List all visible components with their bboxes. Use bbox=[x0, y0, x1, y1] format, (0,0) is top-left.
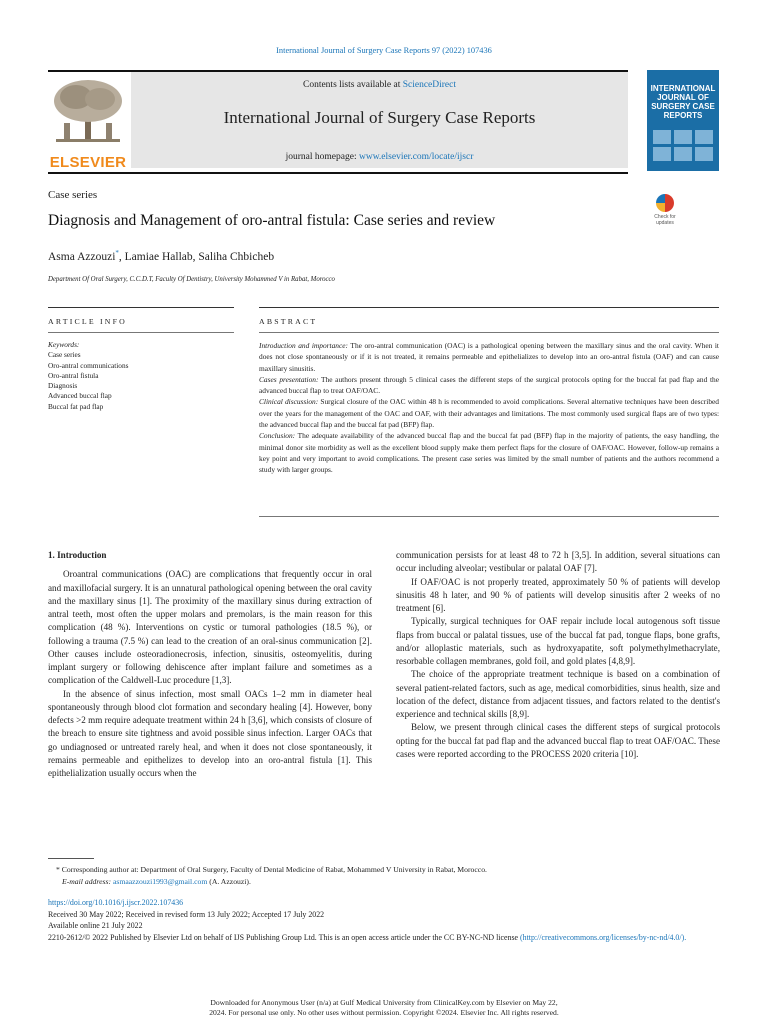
keyword-item: Buccal fat pad flap bbox=[48, 401, 104, 411]
section-heading: 1. Introduction bbox=[48, 550, 107, 560]
journal-title: International Journal of Surgery Case Reports bbox=[223, 108, 536, 127]
email-line bbox=[48, 876, 720, 888]
abstract-section-label: Conclusion: bbox=[259, 431, 296, 441]
abstract-heading: ABSTRACT bbox=[259, 317, 318, 326]
elsevier-logo[interactable] bbox=[48, 77, 128, 171]
body-column-left bbox=[48, 549, 372, 780]
abstract-section-label: Introduction and importance: bbox=[259, 341, 348, 350]
article-title: Diagnosis and Management of oro-antral fistula: Case series and review bbox=[48, 212, 496, 229]
license-link[interactable]: (http://creativecommons.org/licenses/by-nc-nd/4.0/). bbox=[520, 932, 687, 942]
homepage-link[interactable]: www.elsevier.com/locate/ijscr bbox=[358, 152, 474, 162]
corresponding-author-mark[interactable]: * bbox=[115, 249, 119, 257]
footnote-divider bbox=[48, 858, 94, 859]
email-label: E-mail address: bbox=[62, 877, 112, 886]
abstract-section bbox=[259, 430, 719, 475]
download-notice bbox=[0, 998, 768, 1018]
check-for-updates-badge[interactable] bbox=[648, 194, 682, 230]
keyword-item: Oro-antral communications bbox=[48, 360, 129, 370]
abstract-section-label: Cases presentation: bbox=[259, 374, 319, 384]
body-paragraph-continued: communication persists for at least 48 to 72 h [3,5]. In addition, several situations can occur including alveolar; vestibular or palatal OAF [7]. bbox=[396, 550, 720, 574]
body-paragraph: The choice of the appropriate treatment technique is based on a combination of several patient-related factors, such as age, medical comorbidities, sinus health, size and location of the defect, distance from adjacent tissues, and factors related to the dentist's experience and technical skills [8,9]. bbox=[396, 669, 720, 719]
contents-prefix: Contents lists available at bbox=[302, 80, 403, 90]
check-updates-label: Check for updates bbox=[654, 214, 676, 226]
keyword-item: Case series bbox=[48, 350, 81, 360]
abstract-section bbox=[259, 396, 719, 430]
contents-line bbox=[131, 80, 628, 90]
divider bbox=[259, 307, 719, 308]
doi-link[interactable]: https://doi.org/10.1016/j.ijscr.2022.107436 bbox=[48, 898, 184, 907]
author-names-rest: , Lamiae Hallab, Saliha Chbicheb bbox=[118, 250, 275, 263]
corresponding-author-footnote bbox=[48, 864, 720, 888]
abstract-section bbox=[259, 374, 719, 397]
cover-title: INTERNATIONAL JOURNAL OF SURGERY CASE REPORTS bbox=[650, 84, 716, 120]
body-paragraph: Typically, surgical techniques for OAF repair include local autogenous soft tissue flaps from buccal or palatal tissues, use of the buccal fat pad, tongue flaps, bone grafts, and/or alloplastic materials, such as hydroxyapatite, soft polymethylmethacrylate, resorbable collagen membranes, gold foil, and gold plates [4,8,9]. bbox=[396, 616, 720, 666]
abstract-section-label: Clinical discussion: bbox=[259, 397, 319, 407]
author-name[interactable]: Asma Azzouzi bbox=[48, 250, 116, 263]
email-suffix: (A. Azzouzi). bbox=[207, 877, 251, 886]
available-online-date: Available online 21 July 2022 bbox=[48, 921, 143, 931]
keyword-item: Advanced buccal flap bbox=[48, 391, 112, 401]
keywords-block bbox=[48, 340, 128, 412]
article-metadata bbox=[48, 897, 720, 943]
corresponding-author-note: * Corresponding author at: Department of Oral Surgery, Faculty of Dental Medicine of Rabat, Mohammed V University in Rabat, Morocco. bbox=[56, 865, 487, 874]
body-paragraph: In the absence of sinus infection, most small OACs 1–2 mm in diameter heal spontaneously through blood clot formation and secondary healing [4]. However, bony defects >2 mm require adequate treatment within 24 h [3,6], which consists of closure of the breach to ensure site tightness and avoid possible sinus infection. Larger OACs that go undiagnosed or untreated rarely heal, and when it does not close spontaneously, it remains permeable and epithelizes to develop into an oro-antral fistula [1]. This epithelialization usually occurs when the bbox=[48, 688, 372, 778]
divider bbox=[48, 332, 234, 333]
author-list bbox=[48, 249, 274, 263]
keywords-label: Keywords: bbox=[48, 340, 80, 349]
article-info-heading: ARTICLE INFO bbox=[48, 317, 127, 326]
license-text: 2210-2612/© 2022 Published by Elsevier Ltd on behalf of IJS Publishing Group Ltd. This is an open access article under the CC BY-NC-ND license bbox=[48, 932, 519, 942]
article-type-label: Case series bbox=[48, 189, 98, 201]
body-paragraph: Oroantral communications (OAC) are complications that frequently occur in oral and maxillofacial surgery. It is an unnatural pathological opening between the oral cavity and the maxillary sinus [1]. The proximity of the maxillary sinus during extraction of antral teeth, most often the upper molars and premolars, is the main reason for this complication (48 %). Interventions on cystic or tumoral pathologies (18.5 %), or following a trauma (7.5 %) can lead to the creation of an oral-sinus communication [2]. Other causes include osteoradionecrosis, infection, sinusitis, osteomyelitis, during implant surgery or following dehiscence after implant failure and sometimes as a complication of the Caldwell-Luc procedure [1,3]. bbox=[48, 569, 372, 686]
email-link[interactable]: asmaazzouzi1993@gmail.com bbox=[112, 877, 208, 886]
divider bbox=[259, 332, 719, 333]
journal-cover-image[interactable] bbox=[647, 70, 719, 171]
abstract-section bbox=[259, 340, 719, 374]
download-notice-line: Downloaded for Anonymous User (n/a) at Gulf Medical University from ClinicalKey.com by Elsevier on May 22, bbox=[210, 998, 558, 1007]
homepage-line bbox=[131, 152, 628, 162]
abstract-section-text: The adequate availability of the advanced buccal flap and the buccal fat pad (BFP) flap in the majority of patients, the easy handling, the minimal donor site morbidity as well as the excellent blood supply make them perfect flaps for the closure of OAF/OAC. However, follow-up remains a key point and very important to avoid complications. The present case series was limited by the small number of patients and the authors recommend a study with larger groups. bbox=[259, 431, 719, 475]
abstract-section-text: The oro-antral communication (OAC) is a pathological opening between the maxillary sinus and the oral cavity. When it does not close spontaneously or if it is not treated, it remains permeable and epithelializes to develop into an oro-antral fistula (OAF) and can cause maxillary sinusitis. bbox=[259, 341, 719, 373]
elsevier-tree-icon bbox=[48, 77, 128, 147]
body-paragraph: Below, we present through clinical cases the different steps of surgical protocols opting for the buccal fat pad flap and the advanced buccal flap to treat OAF/OAC. These cases were reported according to the PROCESS 2020 criteria [10]. bbox=[396, 722, 720, 759]
abstract-section-text: Surgical closure of the OAC within 48 h is recommended to avoid complications. Several alternative techniques have been described over the years for the management of the OAC and OAF, with their advantages and limitations. The most commonly used surgical flaps are of two types: the advanced buccal flap and the buccal fat pad (BFP) flap. bbox=[259, 397, 719, 430]
keyword-item: Oro-antral fistula bbox=[48, 370, 99, 380]
divider bbox=[48, 307, 234, 308]
abstract-body bbox=[259, 340, 719, 476]
elsevier-wordmark: ELSEVIER bbox=[49, 154, 127, 171]
homepage-prefix: journal homepage: bbox=[285, 152, 359, 162]
download-notice-line: 2024. For personal use only. No other uses without permission. Copyright ©2024. Elsevier Inc. All rights reserved. bbox=[209, 1008, 559, 1017]
divider bbox=[259, 516, 719, 517]
cover-thumbnails bbox=[647, 124, 719, 167]
sciencedirect-link[interactable]: ScienceDirect bbox=[402, 80, 456, 90]
journal-citation-line[interactable]: International Journal of Surgery Case Reports 97 (2022) 107436 bbox=[276, 46, 492, 55]
body-paragraph: If OAF/OAC is not properly treated, approximately 50 % of patients will develop sinusitis 48 h later, and 90 % of patients will develop sinusitis after 2 weeks of no treatment [6]. bbox=[396, 576, 720, 613]
body-column-right bbox=[396, 549, 720, 761]
abstract-section-text: The authors present through 5 clinical cases the different steps of the surgical protocols opting for the buccal fat pad flap and the advanced buccal flap to treat OAF/OAC. bbox=[259, 374, 719, 396]
author-affiliation: Department Of Oral Surgery, C.C.D.T, Faculty Of Dentistry, University Mohammed V in Rabat, Morocco bbox=[48, 276, 335, 283]
keyword-item: Diagnosis bbox=[48, 381, 78, 391]
license-statement bbox=[48, 932, 720, 944]
received-dates: Received 30 May 2022; Received in revised form 13 July 2022; Accepted 17 July 2022 bbox=[48, 909, 325, 919]
check-updates-icon bbox=[656, 194, 674, 212]
